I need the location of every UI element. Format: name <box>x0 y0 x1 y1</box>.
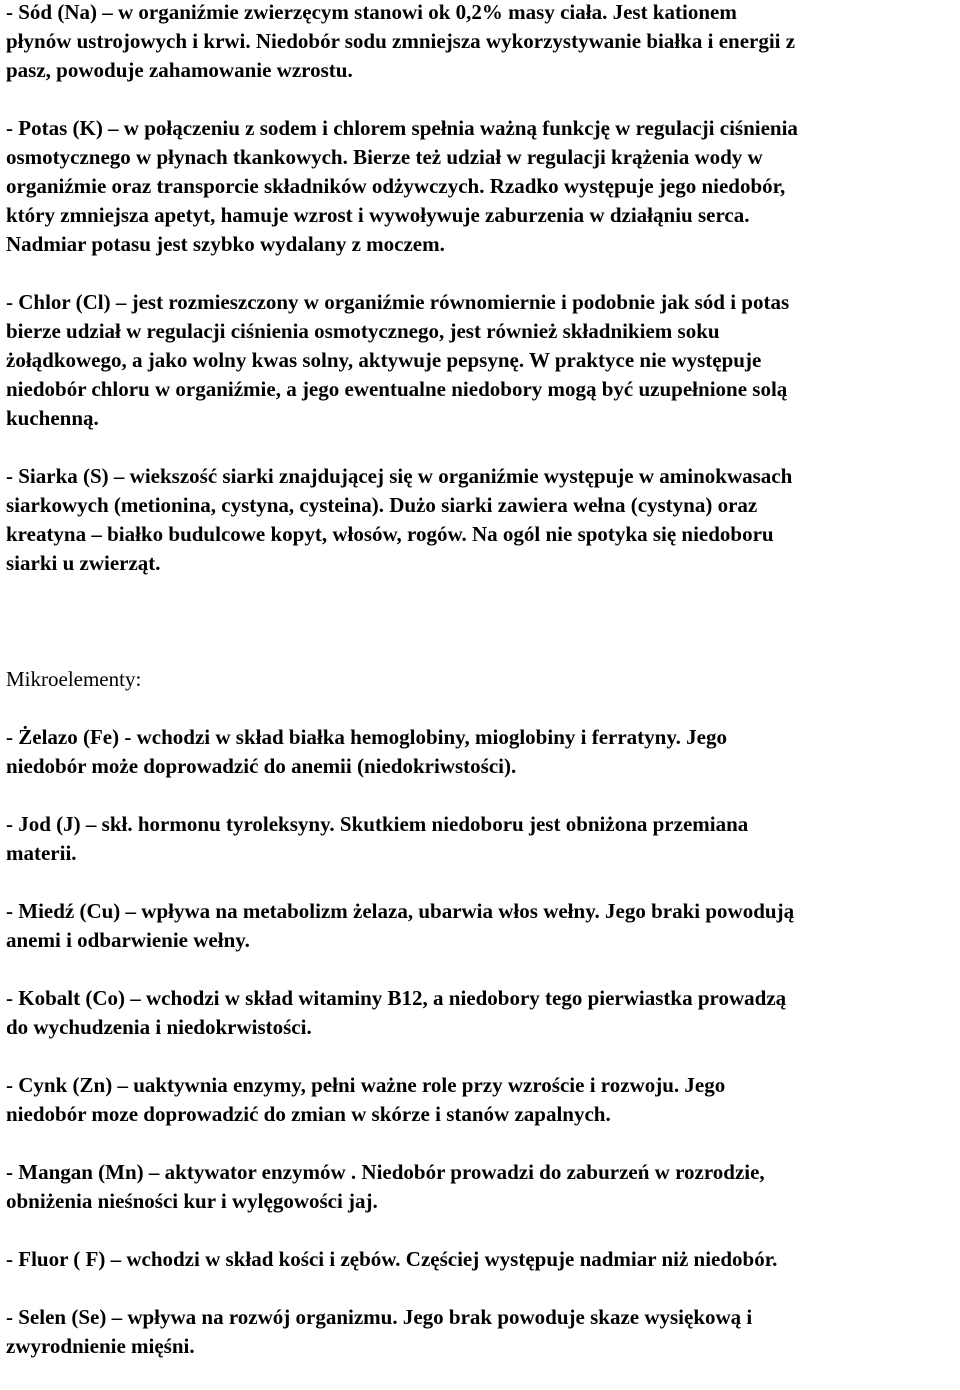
paragraph-kobalt <box>6 984 956 1042</box>
text-line: osmotycznego w płynach tkankowych. Bierze też udział w regulacji krążenia wody w <box>6 145 763 169</box>
text-line: obniżenia nieśności kur i wylęgowości jaj. <box>6 1189 378 1213</box>
text-line: - Mangan (Mn) – aktywator enzymów . Niedobór prowadzi do zaburzeń w rozrodzie, <box>6 1160 765 1184</box>
paragraph-miedz <box>6 897 956 955</box>
spacer <box>6 607 956 665</box>
text-line: pasz, powoduje zahamowanie wzrostu. <box>6 58 353 82</box>
text-line: - Chlor (Cl) – jest rozmieszczony w organiźmie równomiernie i podobnie jak sód i potas <box>6 290 790 314</box>
paragraph-zelazo <box>6 723 956 781</box>
text-line: żołądkowego, a jako wolny kwas solny, aktywuje pepsynę. W praktyce nie występuje <box>6 348 762 372</box>
text-line: materii. <box>6 841 77 865</box>
text-line: niedobór moze doprowadzić do zmian w skórze i stanów zapalnych. <box>6 1102 611 1126</box>
text-line: - Kobalt (Co) – wchodzi w skład witaminy B12, a niedobory tego pierwiastka prowadzą <box>6 986 787 1010</box>
paragraph-potas <box>6 114 956 259</box>
text-line: kreatyna – białko budulcowe kopyt, włosów, rogów. Na ogól nie spotyka się niedoboru <box>6 522 774 546</box>
text-line: anemi i odbarwienie wełny. <box>6 928 250 952</box>
text-line: bierze udział w regulacji ciśnienia osmotycznego, jest również składnikiem soku <box>6 319 720 343</box>
text-line: kuchenną. <box>6 406 99 430</box>
text-line: płynów ustrojowych i krwi. Niedobór sodu zmniejsza wykorzystywanie białka i energii z <box>6 29 796 53</box>
text-line: - Potas (K) – w połączeniu z sodem i chlorem spełnia ważną funkcję w regulacji ciśnienia <box>6 116 798 140</box>
text-line: który zmniejsza apetyt, hamuje wzrost i wywoływuje zaburzenia w działąniu serca. <box>6 203 750 227</box>
paragraph-cynk <box>6 1071 956 1129</box>
paragraph-sod <box>6 0 956 85</box>
text-line: siarki u zwierząt. <box>6 551 161 575</box>
text-line: Nadmiar potasu jest szybko wydalany z moczem. <box>6 232 445 256</box>
text-line: organiźmie oraz transporcie składników odżywczych. Rzadko występuje jego niedobór, <box>6 174 786 198</box>
text-line: - Jod (J) – skł. hormonu tyroleksyny. Skutkiem niedoboru jest obniżona przemiana <box>6 812 749 836</box>
paragraph-fluor <box>6 1245 956 1274</box>
paragraph-chlor <box>6 288 956 433</box>
text-line: - Fluor ( F) – wchodzi w skład kości i zębów. Częściej występuje nadmiar niż niedobór. <box>6 1247 778 1271</box>
text-line: - Siarka (S) – wiekszość siarki znajdującej się w organiźmie występuje w aminokwasach <box>6 464 793 488</box>
text-line: niedobór chloru w organiźmie, a jego ewentualne niedobory mogą być uzupełnione solą <box>6 377 788 401</box>
document-page <box>6 0 956 1390</box>
text-line: - Cynk (Zn) – uaktywnia enzymy, pełni ważne role przy wzroście i rozwoju. Jego <box>6 1073 726 1097</box>
section-heading-mikroelementy: Mikroelementy: <box>6 667 142 691</box>
paragraph-siarka <box>6 462 956 578</box>
text-line: - Selen (Se) – wpływa na rozwój organizmu. Jego brak powoduje skaze wysiękową i <box>6 1305 753 1329</box>
text-line: - Sód (Na) – w organiźmie zwierzęcym stanowi ok 0,2% masy ciała. Jest kationem <box>6 0 737 24</box>
paragraph-selen <box>6 1303 956 1361</box>
paragraph-jod <box>6 810 956 868</box>
text-line: - Żelazo (Fe) - wchodzi w skład białka hemoglobiny, mioglobiny i ferratyny. Jego <box>6 725 728 749</box>
paragraph-mangan <box>6 1158 956 1216</box>
text-line: do wychudzenia i niedokrwistości. <box>6 1015 312 1039</box>
text-line: niedobór może doprowadzić do anemii (niedokriwstości). <box>6 754 517 778</box>
text-line: - Miedź (Cu) – wpływa na metabolizm żelaza, ubarwia włos wełny. Jego braki powodują <box>6 899 795 923</box>
text-line: zwyrodnienie mięśni. <box>6 1334 195 1358</box>
text-line: siarkowych (metionina, cystyna, cysteina). Dużo siarki zawiera wełna (cystyna) oraz <box>6 493 758 517</box>
